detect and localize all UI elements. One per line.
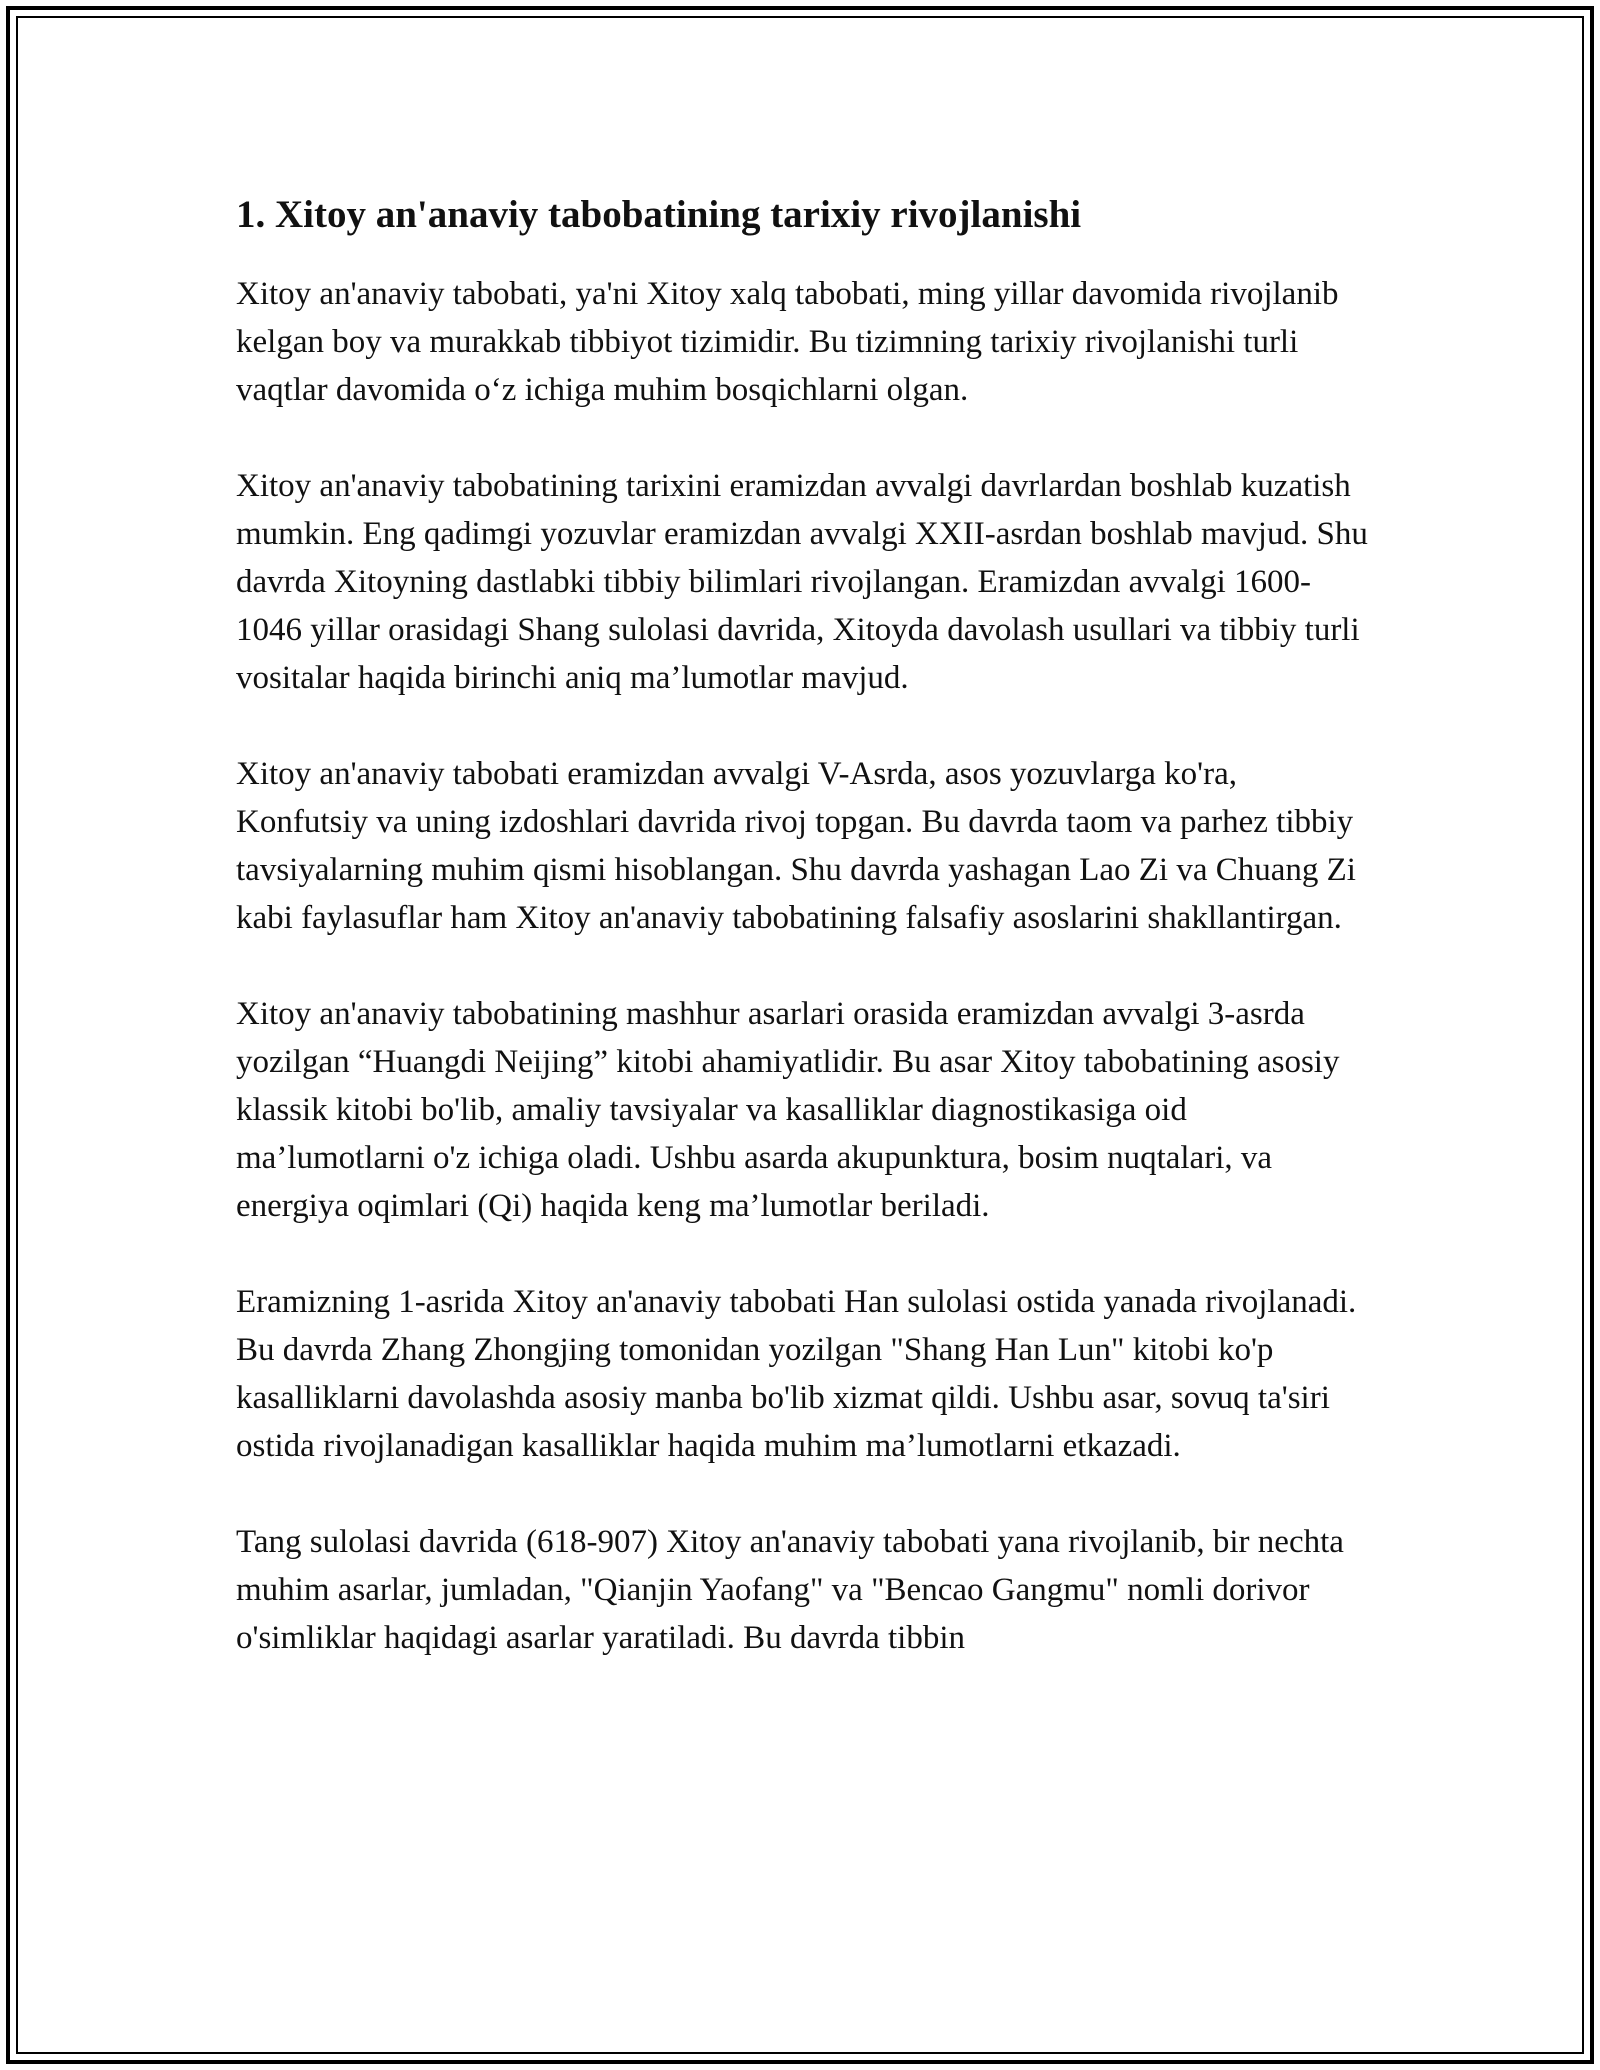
- paragraph-6: Tang sulolasi davrida (618-907) Xitoy an'anaviy tabobati yana rivojlanib, bir nechta muhim asarlar, jumladan, "Qianjin Yaofang" va "Bencao Gangmu" nomli dorivor o'simliklar haqidagi asarlar yaratiladi. Bu davrda tibbin: [236, 1524, 1344, 1656]
- document-body: [236, 188, 1376, 1662]
- paragraph-4: Xitoy an'anaviy tabobatining mashhur asarlari orasida eramizdan avvalgi 3-asrda yozilgan “Huangdi Neijing” kitobi ahamiyatlidir. Bu asar Xitoy tabobatining asosiy klassik kitobi bo'lib, amaliy tavsiyalar va kasalliklar diagnostikasiga oid ma’lumotlarni o'z ichiga oladi. Ushbu asarda akupunktura, bosim nuqtalari, va energiya oqimlari (Qi) haqida keng ma’lumotlar beriladi.: [236, 996, 1340, 1224]
- section-title: 1. Xitoy an'anaviy tabobatining tarixiy rivojlanishi: [236, 193, 1082, 236]
- paragraph-5: Eramizning 1-asrida Xitoy an'anaviy tabobati Han sulolasi ostida yanada rivojlanadi. Bu davrda Zhang Zhongjing tomonidan yozilgan "Shang Han Lun" kitobi ko'p kasalliklarni davolashda asosiy manba bo'lib xizmat qildi. Ushbu asar, sovuq ta'siri ostida rivojlanadigan kasalliklar haqida muhim ma’lumotlarni etkazadi.: [236, 1284, 1357, 1464]
- paragraph-1: Xitoy an'anaviy tabobati, ya'ni Xitoy xalq tabobati, ming yillar davomida rivojlanib kelgan boy va murakkab tibbiyot tizimidir. Bu tizimning tarixiy rivojlanishi turli vaqtlar davomida o‘z ichiga muhim bosqichlarni olgan.: [236, 276, 1339, 408]
- paragraph-3: Xitoy an'anaviy tabobati eramizdan avvalgi V-Asrda, asos yozuvlarga ko'ra, Konfutsiy va uning izdoshlari davrida rivoj topgan. Bu davrda taom va parhez tibbiy tavsiyalarning muhim qismi hisoblangan. Shu davrda yashagan Lao Zi va Chuang Zi kabi faylasuflar ham Xitoy an'anaviy tabobatining falsafiy asoslarini shakllantirgan.: [236, 756, 1356, 936]
- paragraph-2: Xitoy an'anaviy tabobatining tarixini eramizdan avvalgi davrlardan boshlab kuzatish mumkin. Eng qadimgi yozuvlar eramizdan avvalgi XXII-asrdan boshlab mavjud. Shu davrda Xitoyning dastlabki tibbiy bilimlari rivojlangan. Eramizdan avvalgi 1600-1046 yillar orasidagi Shang sulolasi davrida, Xitoyda davolash usullari va tibbiy turli vositalar haqida birinchi aniq ma’lumotlar mavjud.: [236, 468, 1368, 696]
